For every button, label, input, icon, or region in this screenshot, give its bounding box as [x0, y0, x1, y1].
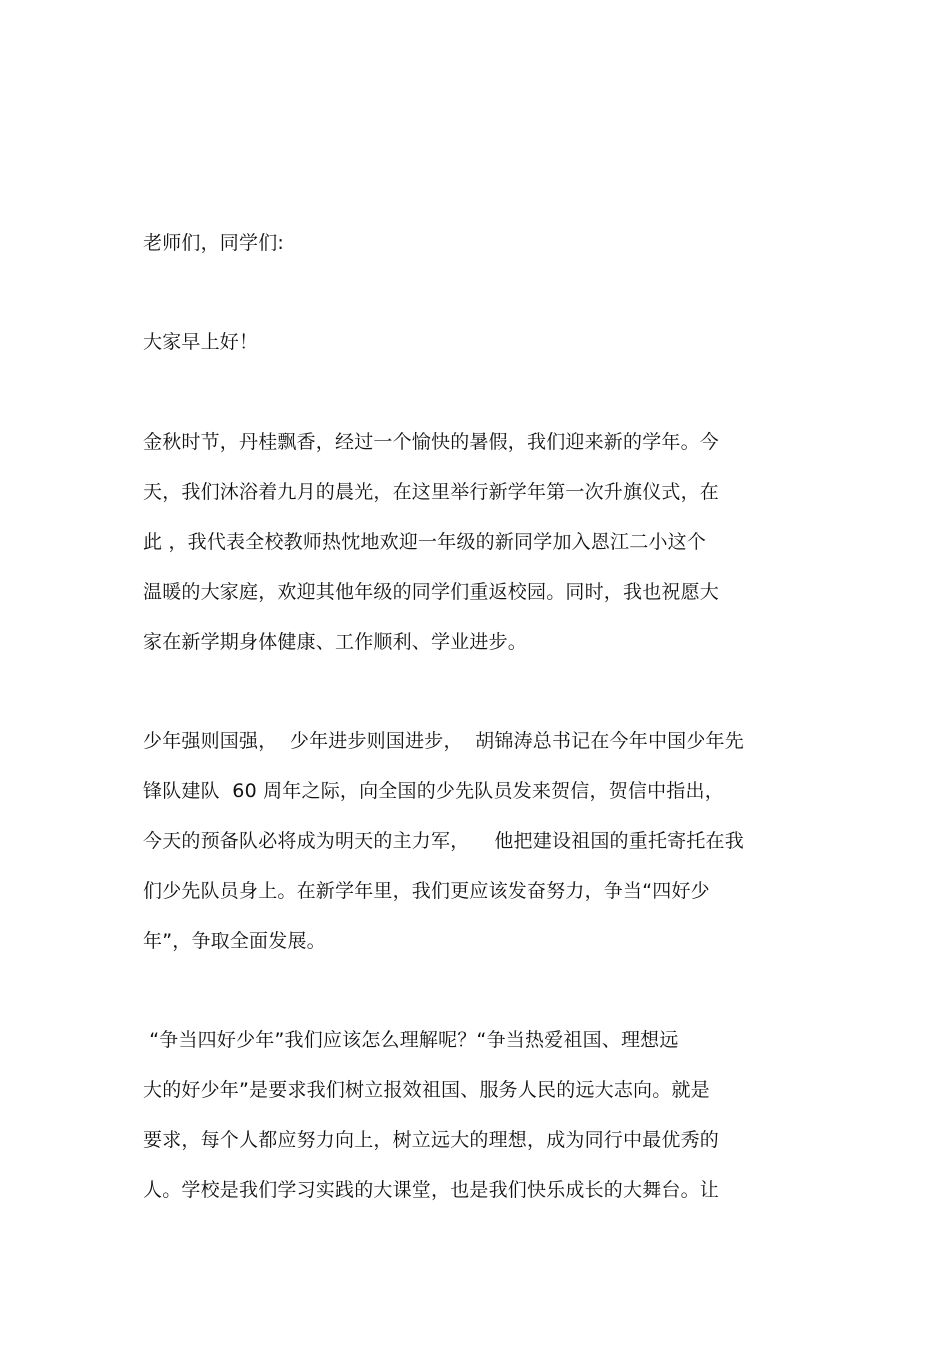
paragraph-line: 此 ，我代表全校教师热忱地欢迎一年级的新同学加入恩江二小这个 — [143, 531, 707, 553]
paragraph-line: “争当四好少年”我们应该怎么理解呢？“争当热爱祖国、理想远 — [143, 1029, 679, 1051]
paragraph-line: 金秋时节，丹桂飘香，经过一个愉快的暑假，我们迎来新的学年。今 — [143, 431, 720, 453]
paragraph-line: 们少先队员身上。在新学年里，我们更应该发奋努力，争当“四好少 — [143, 880, 710, 902]
paragraph-line: 温暖的大家庭，欢迎其他年级的同学们重返校园。同时，我也祝愿大 — [143, 581, 720, 603]
salutation-line: 大家早上好！ — [143, 331, 259, 353]
paragraph-line: 锋队建队 60 周年之际，向全国的少先队员发来贺信，贺信中指出， — [143, 780, 724, 802]
paragraph-line: 今天的预备队必将成为明天的主力军， 他把建设祖国的重托寄托在我 — [143, 830, 744, 852]
paragraph-line: 天，我们沐浴着九月的晨光，在这里举行新学年第一次升旗仪式，在 — [143, 481, 720, 503]
paragraph-line: 家在新学期身体健康、工作顺利、学业进步。 — [143, 631, 528, 653]
paragraph-line: 人。学校是我们学习实践的大课堂，也是我们快乐成长的大舞台。让 — [143, 1179, 720, 1201]
paragraph-line: 少年强则国强， 少年进步则国进步， 胡锦涛总书记在今年中国少年先 — [143, 730, 744, 752]
paragraph-line: 要求，每个人都应努力向上，树立远大的理想，成为同行中最优秀的 — [143, 1129, 720, 1151]
paragraph-line: 年”，争取全面发展。 — [143, 930, 326, 952]
paragraph-line: 大的好少年”是要求我们树立报效祖国、服务人民的远大志向。就是 — [143, 1079, 710, 1101]
greeting-line: 老师们，同学们: — [143, 232, 285, 254]
